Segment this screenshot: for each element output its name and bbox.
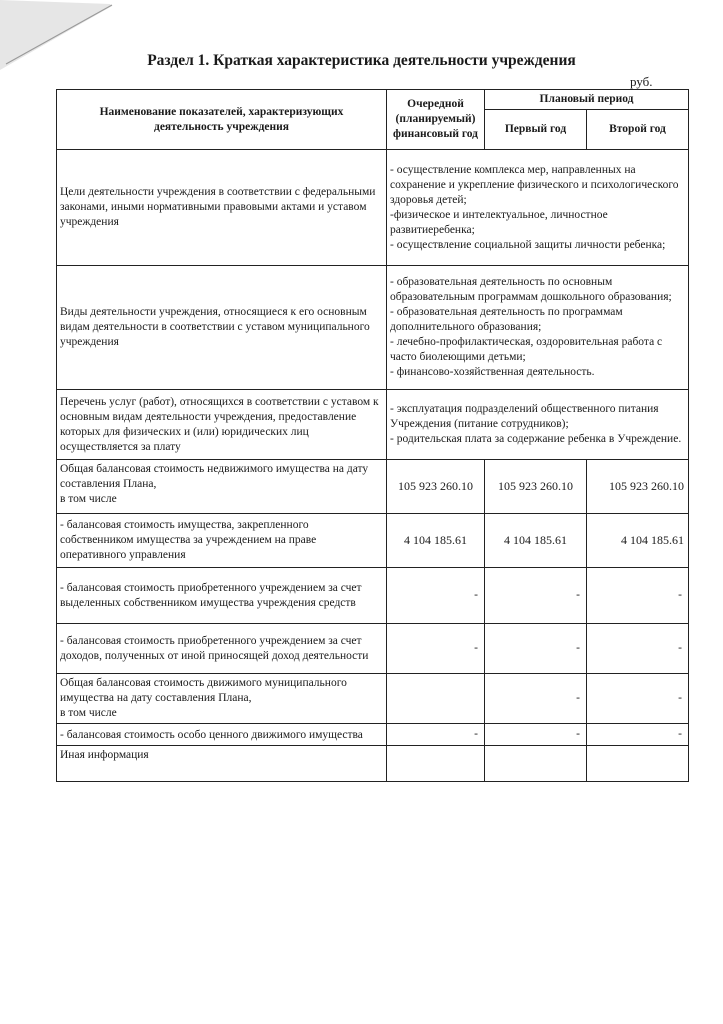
table-row-acquired-owner-funds — [57, 568, 689, 624]
value-first-year: 105 923 260.10 — [485, 460, 587, 514]
value-current-year — [387, 674, 485, 724]
table-row-services — [57, 390, 689, 460]
value-first-year: - — [485, 674, 587, 724]
value-current-year: 4 104 185.61 — [387, 514, 485, 568]
column-header-second-year: Второй год — [587, 110, 689, 150]
column-header-planning-period: Плановый период — [485, 90, 689, 110]
row-label: Общая балансовая стоимость движимого муниципального имущества на дату составления Плана, в том числе — [57, 674, 387, 724]
list-item: - осуществление социальной защиты личности ребенка; — [390, 238, 666, 251]
row-label: Перечень услуг (работ), относящихся в соответствии с уставом к основным видам деятельности учреждения, предоставление которых для физических и (или) юридических лиц осуществляется за плату — [57, 390, 387, 460]
value-second-year — [587, 746, 689, 782]
list-item: - осуществление комплекса мер, направленных на сохранение и укрепление физического и психологического здоровья детей; — [390, 163, 679, 206]
table-row-valuable-movable — [57, 724, 689, 746]
row-label: Общая балансовая стоимость недвижимого имущества на дату составления Плана, в том числе — [57, 460, 387, 514]
table-header-row-1 — [57, 90, 689, 110]
value-current-year — [387, 746, 485, 782]
value-first-year: - — [485, 568, 587, 624]
value-second-year: - — [587, 624, 689, 674]
currency-label: руб. — [630, 74, 653, 89]
column-header-name: Наименование показателей, характеризующих деятельность учреждения — [57, 90, 387, 150]
value-second-year: - — [587, 674, 689, 724]
value-first-year: 4 104 185.61 — [485, 514, 587, 568]
table-row-owner-assigned — [57, 514, 689, 568]
value-current-year: - — [387, 724, 485, 746]
table-row-activities — [57, 266, 689, 390]
value-current-year: 105 923 260.10 — [387, 460, 485, 514]
table-row-movable-total — [57, 674, 689, 724]
row-label: Цели деятельности учреждения в соответствии с федеральными законами, иными нормативными правовыми актами и уставом учреждения — [57, 150, 387, 266]
table-row-acquired-income — [57, 624, 689, 674]
row-label: - балансовая стоимость приобретенного учреждением за счет выделенных собственником имущества учреждения средств — [57, 568, 387, 624]
value-second-year: - — [587, 724, 689, 746]
list-item: - лечебно-профилактическая, оздоровительная работа с часто биолеющими детьми; — [390, 336, 663, 363]
list-item: - образовательная деятельность по основным образовательным программам дошкольного образования; — [390, 276, 672, 303]
row-label: Виды деятельности учреждения, относящиеся к его основным видам деятельности в соответствии с уставом муниципального учреждения — [57, 266, 387, 390]
value-current-year: - — [387, 624, 485, 674]
section-title: Раздел 1. Краткая характеристика деятельности учреждения — [147, 52, 576, 69]
activity-characteristics-table — [56, 89, 689, 782]
row-label: - балансовая стоимость имущества, закрепленного собственником имущества за учреждением на праве оперативного управления — [57, 514, 387, 568]
column-header-current-year: Очередной (планируемый) финансовый год — [387, 90, 485, 150]
list-item: -физическое и интелектуальное, личностное развитиеребенка; — [390, 208, 608, 236]
table-row-other-info — [57, 746, 689, 782]
column-header-first-year: Первый год — [485, 110, 587, 150]
value-first-year: - — [485, 624, 587, 674]
value-second-year: 105 923 260.10 — [587, 460, 689, 514]
value-first-year — [485, 746, 587, 782]
activities-list — [387, 266, 689, 390]
value-second-year: 4 104 185.61 — [587, 514, 689, 568]
list-item: - образовательная деятельность по программам дополнительного образования; — [390, 306, 623, 333]
value-second-year: - — [587, 568, 689, 624]
table-row-goals — [57, 150, 689, 266]
row-label: Иная информация — [57, 746, 387, 782]
value-current-year: - — [387, 568, 485, 624]
row-label: - балансовая стоимость особо ценного движимого имущества — [57, 724, 387, 746]
services-list — [387, 390, 689, 460]
value-first-year: - — [485, 724, 587, 746]
goals-list — [387, 150, 689, 266]
table-row-real-estate-total — [57, 460, 689, 514]
row-label: - балансовая стоимость приобретенного учреждением за счет доходов, полученных от иной приносящей доход деятельности — [57, 624, 387, 674]
list-item: - финансово-хозяйственная деятельность. — [390, 366, 595, 378]
list-item: - родительская плата за содержание ребенка в Учреждение. — [390, 433, 682, 445]
list-item: - эксплуатация подразделений общественного питания Учреждения (питание сотрудников); — [390, 403, 659, 430]
